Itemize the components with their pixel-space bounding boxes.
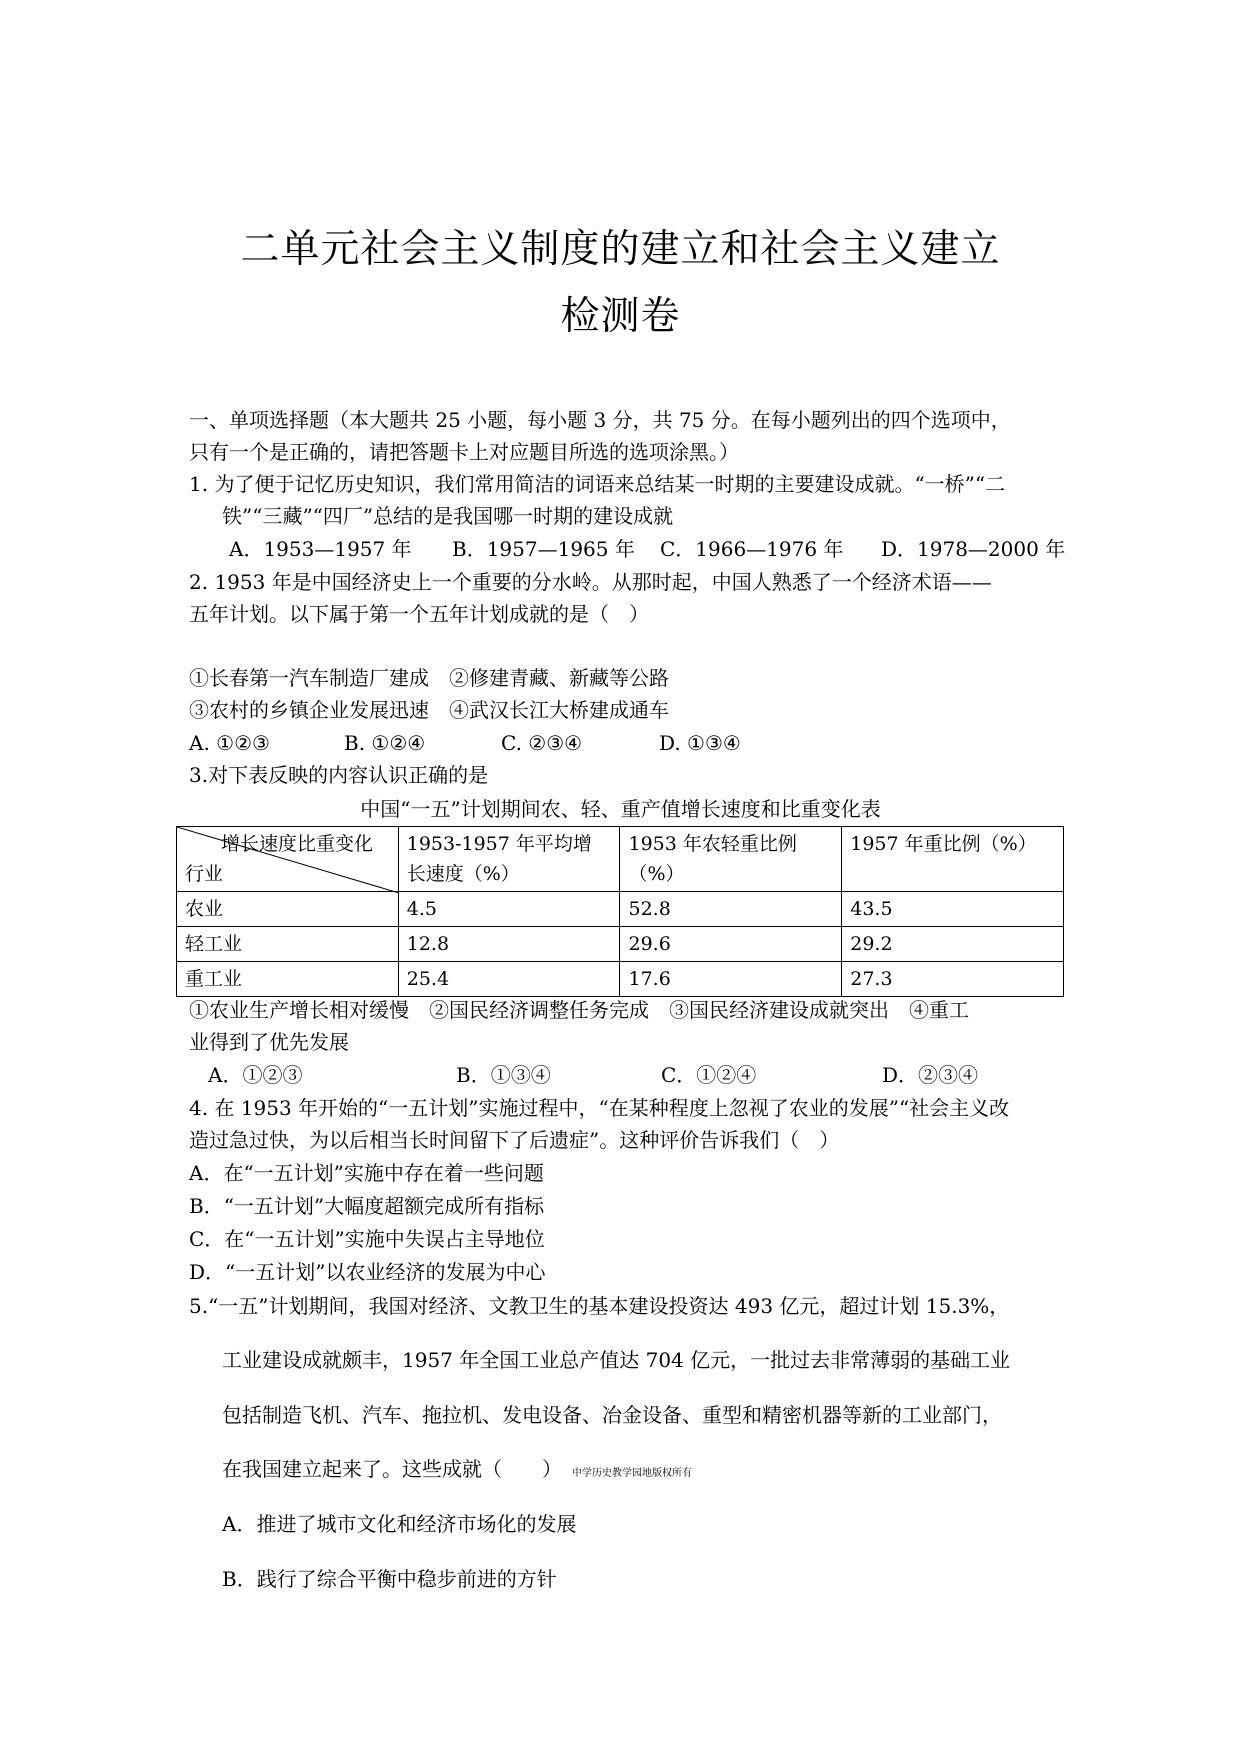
q5-option-a: A．推进了城市文化和经济市场化的发展 xyxy=(222,1512,577,1536)
q4-option-a: A．在“一五计划”实施中存在着一些问题 xyxy=(189,1161,544,1185)
table-cell: 29.2 xyxy=(842,927,1064,962)
q2-stem-1: 2. 1953 年是中国经济史上一个重要的分水岭。从那时起，中国人熟悉了一个经济术语—— xyxy=(189,570,992,594)
table-cell: 4.5 xyxy=(398,892,620,927)
q5-option-b: B．践行了综合平衡中稳步前进的方针 xyxy=(222,1567,557,1591)
q5-stem-1: 5.“一五”计划期间，我国对经济、文教卫生的基本建设投资达 493 亿元，超过计划 15.3%， xyxy=(189,1294,1010,1318)
watermark-text: 中学历史教学园地版权所有 xyxy=(572,1468,692,1479)
header-2-line-2: （%） xyxy=(628,863,685,885)
table-cell: 25.4 xyxy=(398,962,620,997)
q3-items-1: ①农业生产增长相对缓慢 ②国民经济调整任务完成 ③国民经济建设成就突出 ④重工 xyxy=(189,998,969,1022)
q2-option-c: C. ②③④ xyxy=(501,731,583,755)
page-subtitle: 检测卷 xyxy=(560,294,681,339)
corner-top-label: 增长速度比重变化 xyxy=(221,833,374,855)
corner-bottom-label: 行业 xyxy=(185,863,224,885)
q2-stem-2: 五年计划。以下属于第一个五年计划成就的是（ ） xyxy=(189,602,649,626)
table-cell: 12.8 xyxy=(398,927,620,962)
table-corner-cell xyxy=(177,827,399,892)
q4-stem-1: 4. 在 1953 年开始的“一五计划”实施过程中，“在某种程度上忽视了农业的发展”“社会主义改 xyxy=(189,1096,1010,1120)
table-header-cell xyxy=(620,827,842,892)
table-caption: 中国“一五”计划期间农、轻、重产值增长速度和比重变化表 xyxy=(360,797,881,821)
q1-stem-1: 1. 为了便于记忆历史知识，我们常用简洁的词语来总结某一时期的主要建设成就。“一桥”“二 xyxy=(189,472,1006,496)
section-instruction-1: 一、单项选择题（本大题共 25 小题，每小题 3 分，共 75 分。在每小题列出的四个选项中， xyxy=(189,408,1011,432)
table-header-row xyxy=(177,827,1064,892)
q3-items-2: 业得到了优先发展 xyxy=(189,1030,349,1054)
table-cell: 29.6 xyxy=(620,927,842,962)
q3-option-c: C．①②④ xyxy=(661,1063,757,1087)
header-1-line-2: 长速度（%） xyxy=(406,863,520,885)
q1-option-d: D．1978—2000 年 xyxy=(881,537,1066,561)
q5-stem-4 xyxy=(222,1455,692,1488)
table-cell: 17.6 xyxy=(620,962,842,997)
table-header-cell xyxy=(398,827,620,892)
q5-stem-2: 工业建设成就颇丰，1957 年全国工业总产值达 704 亿元，一批过去非常薄弱的基础工业 xyxy=(222,1348,1011,1372)
table-cell-industry: 轻工业 xyxy=(177,927,399,962)
q2-items-1: ①长春第一汽车制造厂建成 ②修建青藏、新藏等公路 xyxy=(189,666,669,690)
table-row xyxy=(177,962,1064,997)
q2-option-a: A. ①②③ xyxy=(189,731,270,755)
q5-stem-3: 包括制造飞机、汽车、拖拉机、发电设备、冶金设备、重型和精密机器等新的工业部门， xyxy=(222,1403,1002,1427)
q1-option-c: C．1966—1976 年 xyxy=(660,537,844,561)
table-row xyxy=(177,892,1064,927)
q5-stem-4-text: 在我国建立起来了。这些成就（ ） xyxy=(222,1457,562,1481)
table-row xyxy=(177,927,1064,962)
table-cell-industry: 重工业 xyxy=(177,962,399,997)
q2-option-d: D. ①③④ xyxy=(659,731,741,755)
table-cell-industry: 农业 xyxy=(177,892,399,927)
table-cell: 43.5 xyxy=(842,892,1064,927)
q1-option-b: B．1957—1965 年 xyxy=(452,537,635,561)
q2-option-b: B. ①②④ xyxy=(344,731,426,755)
q1-option-a: A．1953—1957 年 xyxy=(229,537,412,561)
table-cell: 27.3 xyxy=(842,962,1064,997)
header-3-line-1: 1957 年重比例（%） xyxy=(850,833,1037,855)
q4-option-c: C．在“一五计划”实施中失误占主导地位 xyxy=(189,1227,545,1251)
header-1-line-1: 1953-1957 年平均增 xyxy=(406,833,592,855)
q2-items-2: ③农村的乡镇企业发展迅速 ④武汉长江大桥建成通车 xyxy=(189,698,669,722)
header-2-line-1: 1953 年农轻重比例 xyxy=(628,833,797,855)
section-instruction-2: 只有一个是正确的，请把答题卡上对应题目所选的选项涂黑。） xyxy=(189,440,739,464)
page-title: 二单元社会主义制度的建立和社会主义建立 xyxy=(240,227,1001,272)
q4-stem-2: 造过急过快，为以后相当长时间留下了后遗症”。这种评价告诉我们（ ） xyxy=(189,1128,840,1152)
q3-option-a: A．①②③ xyxy=(208,1063,303,1087)
diagonal-line xyxy=(177,827,399,893)
q3-stem: 3.对下表反映的内容认识正确的是 xyxy=(189,763,489,787)
q4-option-b: B．“一五计划”大幅度超额完成所有指标 xyxy=(189,1194,545,1218)
q3-option-d: D．②③④ xyxy=(882,1063,979,1087)
table-header-cell xyxy=(842,827,1064,892)
q1-stem-2: 铁”“三藏”“四厂”总结的是我国哪一时期的建设成就 xyxy=(222,504,674,528)
q4-option-d: D．“一五计划”以农业经济的发展为中心 xyxy=(189,1260,546,1284)
q3-option-b: B．①③④ xyxy=(456,1063,551,1087)
growth-table xyxy=(176,826,1064,997)
table-cell: 52.8 xyxy=(620,892,842,927)
